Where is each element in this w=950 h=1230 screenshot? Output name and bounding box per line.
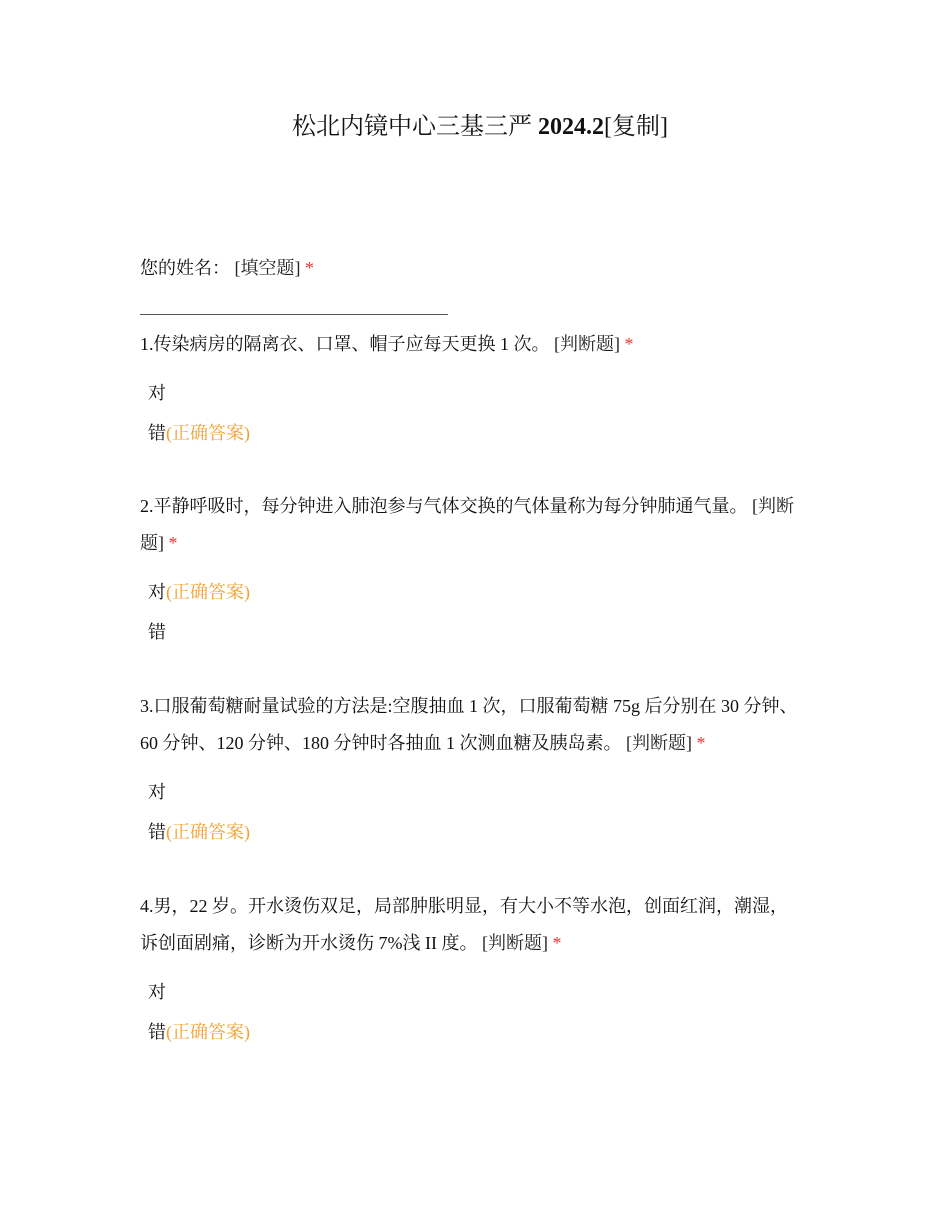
question-2 bbox=[140, 488, 805, 652]
option-true[interactable]: 对 bbox=[148, 383, 166, 403]
question-type: [判断题] bbox=[140, 496, 794, 553]
page-title bbox=[0, 110, 950, 144]
correct-answer-mark: (正确答案) bbox=[166, 423, 250, 443]
option-false[interactable]: 错(正确答案) bbox=[148, 822, 250, 842]
question-text: 4.男，22 岁。开水烫伤双足，局部肿胀明显，有大小不等水泡，创面红润，潮湿，诉创面剧痛，诊断为开水烫伤 7%浅 II 度。 [判断题] * bbox=[140, 896, 788, 953]
name-input-line[interactable] bbox=[140, 314, 448, 315]
question-type: [判断题] bbox=[481, 933, 548, 953]
required-mark: * bbox=[305, 258, 314, 278]
name-label: 您的姓名： bbox=[140, 258, 230, 278]
question-text: 1.传染病房的隔离衣、口罩、帽子应每天更换 1 次。 [判断题] * bbox=[140, 334, 634, 354]
correct-answer-mark: (正确答案) bbox=[166, 822, 250, 842]
required-mark: * bbox=[696, 733, 706, 753]
option-list bbox=[140, 972, 805, 1052]
required-mark: * bbox=[168, 533, 178, 553]
question-1 bbox=[140, 326, 805, 453]
question-type: [判断题] bbox=[554, 334, 620, 354]
name-question bbox=[140, 250, 448, 315]
option-true[interactable]: 对 bbox=[148, 782, 166, 802]
question-type: [判断题] bbox=[626, 733, 692, 753]
option-true[interactable]: 对 bbox=[148, 982, 166, 1002]
name-question-text bbox=[140, 250, 448, 287]
option-false[interactable]: 错(正确答案) bbox=[148, 423, 250, 443]
correct-answer-mark: (正确答案) bbox=[166, 582, 250, 602]
question-text: 2.平静呼吸时，每分钟进入肺泡参与气体交换的气体量称为每分钟肺通气量。 [判断题] * bbox=[140, 496, 794, 553]
required-mark: * bbox=[552, 933, 562, 953]
correct-answer-mark: (正确答案) bbox=[166, 1022, 250, 1042]
title-copy-tag: [复制] bbox=[604, 114, 668, 140]
question-3 bbox=[140, 688, 805, 852]
option-false[interactable]: 错 bbox=[148, 622, 166, 642]
option-false[interactable]: 错(正确答案) bbox=[148, 1022, 250, 1042]
question-text: 3.口服葡萄糖耐量试验的方法是:空腹抽血 1 次，口服葡萄糖 75g 后分别在 30 分钟、60 分钟、120 分钟、180 分钟时各抽血 1 次测血糖及胰岛素。 [判断题] * bbox=[140, 696, 798, 753]
option-true[interactable]: 对(正确答案) bbox=[148, 582, 250, 602]
question-type: [填空题] bbox=[234, 258, 301, 278]
option-list bbox=[140, 373, 805, 453]
question-4 bbox=[140, 888, 805, 1052]
option-list bbox=[140, 772, 805, 852]
title-date: 2024.2 bbox=[538, 114, 604, 140]
option-list bbox=[140, 572, 805, 652]
title-text: 松北内镜中心三基三严 bbox=[292, 114, 538, 140]
required-mark: * bbox=[624, 334, 634, 354]
